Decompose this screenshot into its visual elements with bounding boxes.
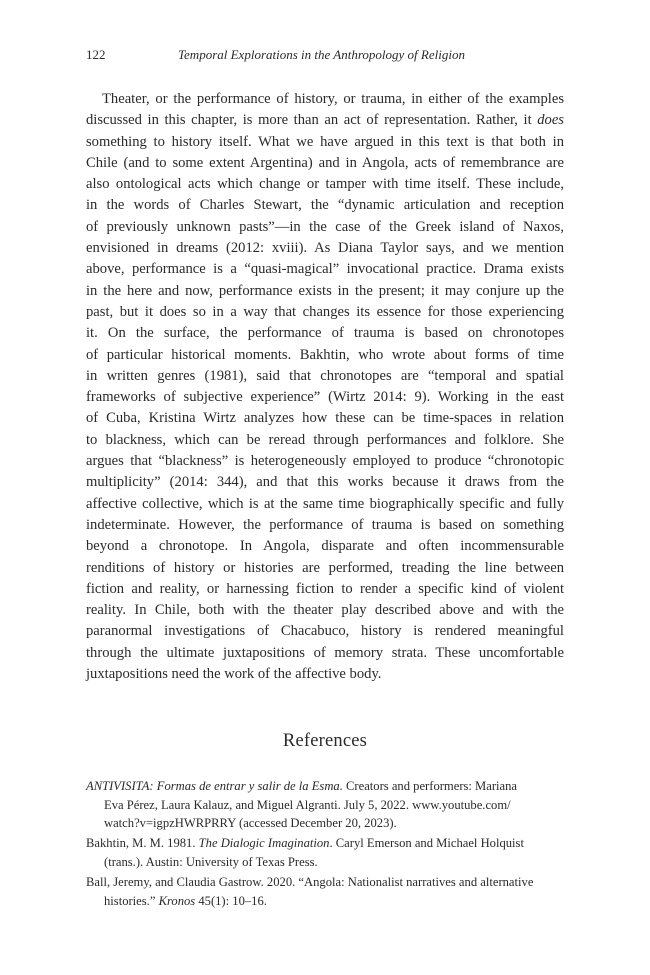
text-line: paranormal investigations of Chacabuco, history is rendered meaningful xyxy=(86,623,564,640)
reference-line: watch?v=igpzHWRPRRY (accessed December 20, 2023). xyxy=(104,816,397,831)
body-paragraph xyxy=(86,89,564,685)
text-line: multiplicity” (2014: 344), and that this works because it draws from the xyxy=(86,474,564,491)
text-line: indeterminate. However, the performance of trauma is based on something xyxy=(86,516,564,533)
text-line: in the here and now, performance exists in the present; it may conjure up the xyxy=(86,282,564,299)
text-line: Theater, or the performance of history, or trauma, in either of the examples xyxy=(102,91,564,107)
text-line: of previously unknown pasts”—in the case of the Greek island of Naxos, xyxy=(86,218,564,235)
text-line: Chile (and to some extent Argentina) and in Angola, acts of remembrance are xyxy=(86,154,564,171)
reference-entry xyxy=(86,873,564,910)
reference-line: ANTIVISITA: Formas de entrar y salir de la Esma. Creators and performers: Mariana xyxy=(86,779,518,793)
reference-line: Ball, Jeremy, and Claudia Gastrow. 2020. “Angola: Nationalist narratives and alternative xyxy=(86,874,534,889)
text-line: through the ultimate juxtapositions of memory strata. These uncomfortable xyxy=(86,644,564,661)
text-line: frameworks of subjective experience” (Wirtz 2014: 9). Working in the east xyxy=(86,389,564,406)
text-line: juxtapositions need the work of the affective body. xyxy=(86,666,382,683)
reference-line: histories.” Kronos 45(1): 10–16. xyxy=(104,893,267,908)
text-line: discussed in this chapter, is more than an act of representation. Rather, it does xyxy=(86,112,564,129)
text-line: reality. In Chile, both with the theater play described above and with the xyxy=(86,602,564,619)
text-line: envisioned in dreams (2012: xviii). As Diana Taylor says, and we mention xyxy=(86,240,564,257)
reference-entry xyxy=(86,777,564,833)
page-number: 122 xyxy=(86,47,106,62)
running-header xyxy=(86,47,564,65)
text-line: to blackness, which can be reread through performances and folklore. She xyxy=(86,431,564,448)
text-line: affective collective, which is at the same time biographically specific and fully xyxy=(86,495,564,512)
reference-title: ANTIVISITA: Formas de entrar y salir de la Esma. xyxy=(86,779,343,793)
text-line: something to history itself. What we have argued in this text is that both in xyxy=(86,133,564,150)
text-line: past, but it does so in a way that changes its essence for those experiencing xyxy=(86,303,564,320)
reference-title: The Dialogic Imagination xyxy=(198,836,330,851)
text-line: above, performance is a “quasi-magical” invocational practice. Drama exists xyxy=(86,261,564,278)
text-line: also ontological acts which change or tamper with time itself. These include, xyxy=(86,176,564,193)
text-line: of Cuba, Kristina Wirtz analyzes how these can be time-spaces in relation xyxy=(86,410,564,427)
references-heading: References xyxy=(282,731,368,751)
running-title: Temporal Explorations in the Anthropology of Religion xyxy=(178,47,465,62)
text-line: fiction and reality, or harnessing fiction to render a specific kind of violent xyxy=(86,580,564,597)
text-line: of particular historical moments. Bakhtin, who wrote about forms of time xyxy=(86,346,564,363)
reference-list xyxy=(86,777,564,912)
text-line: in written genres (1981), said that chronotopes are “temporal and spatial xyxy=(86,367,564,384)
reference-line: Eva Pérez, Laura Kalauz, and Miguel Algranti. July 5, 2022. www.youtube.com/ xyxy=(104,797,511,812)
reference-entry xyxy=(86,834,564,871)
text-line: beyond a chronotope. In Angola, disparate and often incommensurable xyxy=(86,538,564,555)
emphasis: does xyxy=(537,112,564,129)
journal-title: Kronos xyxy=(158,893,196,908)
reference-line: Bakhtin, M. M. 1981. The Dialogic Imagination. Caryl Emerson and Michael Holquist xyxy=(86,836,524,851)
text-line: renditions of history or histories are performed, treading the line between xyxy=(86,559,564,576)
text-line: argues that “blackness” is heterogeneously employed to produce “chronotopic xyxy=(86,453,564,470)
text-line: in the words of Charles Stewart, the “dynamic articulation and reception xyxy=(86,197,564,214)
reference-line: (trans.). Austin: University of Texas Press. xyxy=(104,854,318,869)
text-line: it. On the surface, the performance of trauma is based on chronotopes xyxy=(86,325,564,342)
